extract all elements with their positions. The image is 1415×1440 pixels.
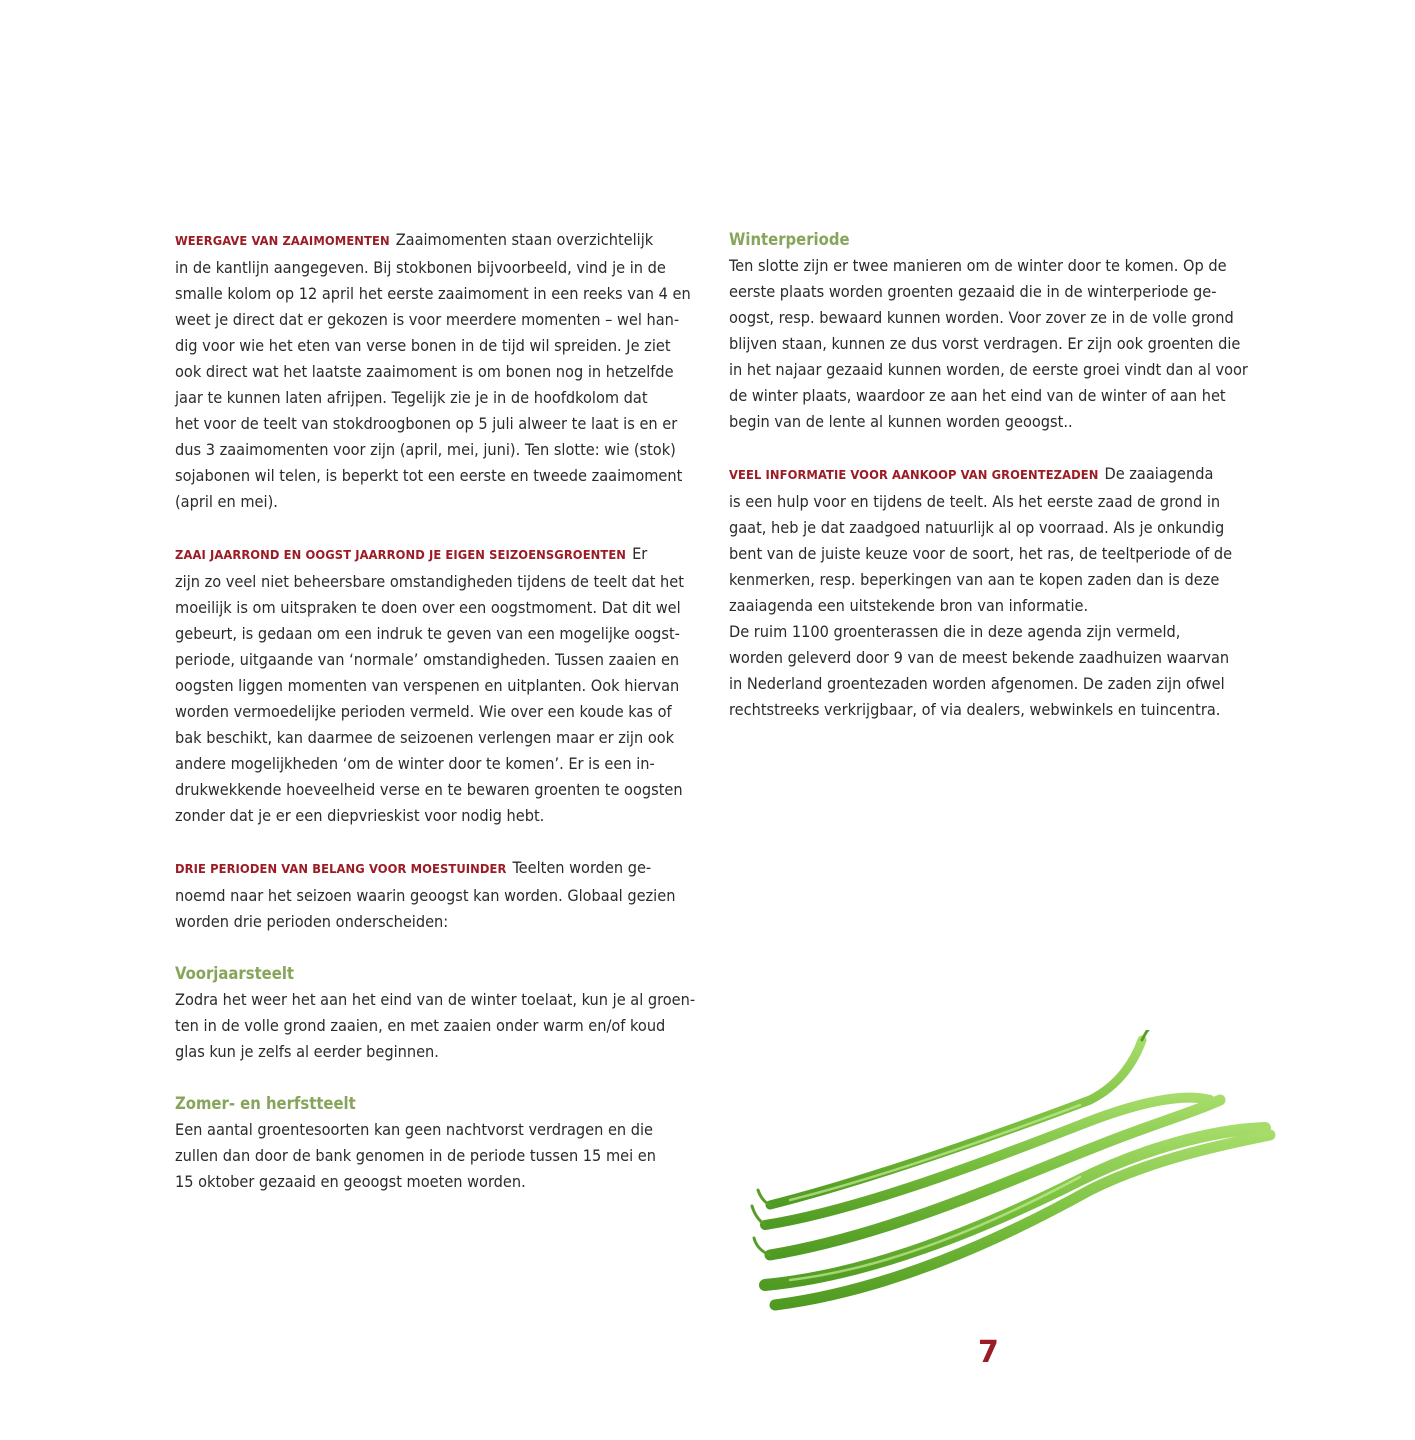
paragraph-winterperiode — [729, 227, 1259, 435]
text-line: gebeurt, is gedaan om een indruk te geven van een mogelijke oogst- — [175, 624, 680, 643]
text-line: sojabonen wil telen, is beperkt tot een eerste en tweede zaaimoment — [175, 466, 683, 485]
text-line: andere mogelijkheden ‘om de winter door te komen’. Er is een in- — [175, 754, 655, 773]
text-line: moeilijk is om uitspraken te doen over een oogstmoment. Dat dit wel — [175, 598, 681, 617]
text-line: oogsten liggen momenten van verspenen en uitplanten. Ook hiervan — [175, 676, 680, 695]
text-line: drukwekkende hoeveelheid verse en te bewaren groenten te oogsten — [175, 780, 683, 799]
text-line: is een hulp voor en tijdens de teelt. Als het eerste zaad de grond in — [729, 492, 1221, 511]
text-line: jaar te kunnen laten afrijpen. Tegelijk zie je in de hoofdkolom dat — [175, 388, 648, 407]
paragraph-jaarrond — [175, 541, 705, 829]
paragraph-voorjaarsteelt — [175, 961, 705, 1065]
subsection-heading: Winterperiode — [729, 230, 850, 249]
text-line: VEEL INFORMATIE VOOR AANKOOP VAN GROENTEZADEN De zaaiagenda — [729, 464, 1214, 483]
text-line: noemd naar het seizoen waarin geoogst kan worden. Globaal gezien — [175, 886, 676, 905]
text-line: worden vermoedelijke perioden vermeld. Wie over een koude kas of — [175, 702, 672, 721]
text-line: begin van de lente al kunnen worden geoogst.. — [729, 412, 1073, 431]
subsection-heading: Zomer- en herfstteelt — [175, 1094, 356, 1113]
text-line: zullen dan door de bank genomen in de periode tussen 15 mei en — [175, 1146, 656, 1165]
text-line: dig voor wie het eten van verse bonen in de tijd wil spreiden. Je ziet — [175, 336, 671, 355]
left-column — [175, 227, 705, 1221]
paragraph-drie-perioden — [175, 855, 705, 935]
text-line: blijven staan, kunnen ze dus vorst verdragen. Er zijn ook groenten die — [729, 334, 1241, 353]
text-line: worden drie perioden onderscheiden: — [175, 912, 449, 931]
text-line: WEERGAVE VAN ZAAIMOMENTEN Zaaimomenten staan overzichtelijk — [175, 230, 654, 249]
text-line: bent van de juiste keuze voor de soort, het ras, de teeltperiode of de — [729, 544, 1233, 563]
text-line: DRIE PERIODEN VAN BELANG VOOR MOESTUINDER Teelten worden ge- — [175, 858, 652, 877]
text-line: periode, uitgaande van ‘normale’ omstandigheden. Tussen zaaien en — [175, 650, 680, 669]
text-line: smalle kolom op 12 april het eerste zaaimoment in een reeks van 4 en — [175, 284, 691, 303]
paragraph-zomer-herfstteelt — [175, 1091, 705, 1195]
text-line: gaat, heb je dat zaadgoed natuurlijk al op voorraad. Als je onkundig — [729, 518, 1225, 537]
text-line: oogst, resp. bewaard kunnen worden. Voor zover ze in de volle grond — [729, 308, 1234, 327]
text-line: in de kantlijn aangegeven. Bij stokbonen bijvoorbeeld, vind je in de — [175, 258, 666, 277]
text-line: worden geleverd door 9 van de meest bekende zaadhuizen waarvan — [729, 648, 1230, 667]
text-line: weet je direct dat er gekozen is voor meerdere momenten – wel han- — [175, 310, 680, 329]
section-heading: DRIE PERIODEN VAN BELANG VOOR MOESTUINDER — [175, 862, 507, 877]
text-line: De ruim 1100 groenterassen die in deze agenda zijn vermeld, — [729, 622, 1181, 641]
text-line: ZAAI JAARROND EN OOGST JAARROND JE EIGEN SEIZOENSGROENTEN Er — [175, 544, 648, 563]
text-line: kenmerken, resp. beperkingen van aan te kopen zaden dan is deze — [729, 570, 1220, 589]
paragraph-aankoop-zaden — [729, 461, 1259, 723]
text-line: eerste plaats worden groenten gezaaid die in de winterperiode ge- — [729, 282, 1217, 301]
text-line: 15 oktober gezaaid en geoogst moeten worden. — [175, 1172, 526, 1191]
text-line: (april en mei). — [175, 492, 278, 511]
text-line: Zodra het weer het aan het eind van de winter toelaat, kun je al groen- — [175, 990, 696, 1009]
text-line: in Nederland groentezaden worden afgenomen. De zaden zijn ofwel — [729, 674, 1225, 693]
green-beans-illustration — [750, 1030, 1280, 1320]
subsection-heading: Voorjaarsteelt — [175, 964, 295, 983]
text-line: glas kun je zelfs al eerder beginnen. — [175, 1042, 439, 1061]
page-number: 7 — [978, 1335, 999, 1370]
right-column — [729, 227, 1259, 749]
text-line: bak beschikt, kan daarmee de seizoenen verlengen maar er zijn ook — [175, 728, 675, 747]
text-line: Ten slotte zijn er twee manieren om de winter door te komen. Op de — [729, 256, 1227, 275]
text-line: ten in de volle grond zaaien, en met zaaien onder warm en/of koud — [175, 1016, 666, 1035]
text-line: zaaiagenda een uitstekende bron van informatie. — [729, 596, 1089, 615]
text-line: zijn zo veel niet beheersbare omstandigheden tijdens de teelt dat het — [175, 572, 684, 591]
text-line: ook direct wat het laatste zaaimoment is om bonen nog in hetzelfde — [175, 362, 674, 381]
section-heading: VEEL INFORMATIE VOOR AANKOOP VAN GROENTEZADEN — [729, 468, 1099, 483]
section-heading: WEERGAVE VAN ZAAIMOMENTEN — [175, 234, 390, 249]
text-line: Een aantal groentesoorten kan geen nachtvorst verdragen en die — [175, 1120, 654, 1139]
text-line: dus 3 zaaimomenten voor zijn (april, mei, juni). Ten slotte: wie (stok) — [175, 440, 676, 459]
text-line: rechtstreeks verkrijgbaar, of via dealers, webwinkels en tuincentra. — [729, 700, 1221, 719]
text-line: het voor de teelt van stokdroogbonen op 5 juli alweer te laat is en er — [175, 414, 678, 433]
section-heading: ZAAI JAARROND EN OOGST JAARROND JE EIGEN SEIZOENSGROENTEN — [175, 548, 627, 563]
paragraph-zaaimomenten — [175, 227, 705, 515]
text-line: zonder dat je er een diepvrieskist voor nodig hebt. — [175, 806, 545, 825]
text-line: in het najaar gezaaid kunnen worden, de eerste groei vindt dan al voor — [729, 360, 1248, 379]
text-line: de winter plaats, waardoor ze aan het eind van de winter of aan het — [729, 386, 1226, 405]
